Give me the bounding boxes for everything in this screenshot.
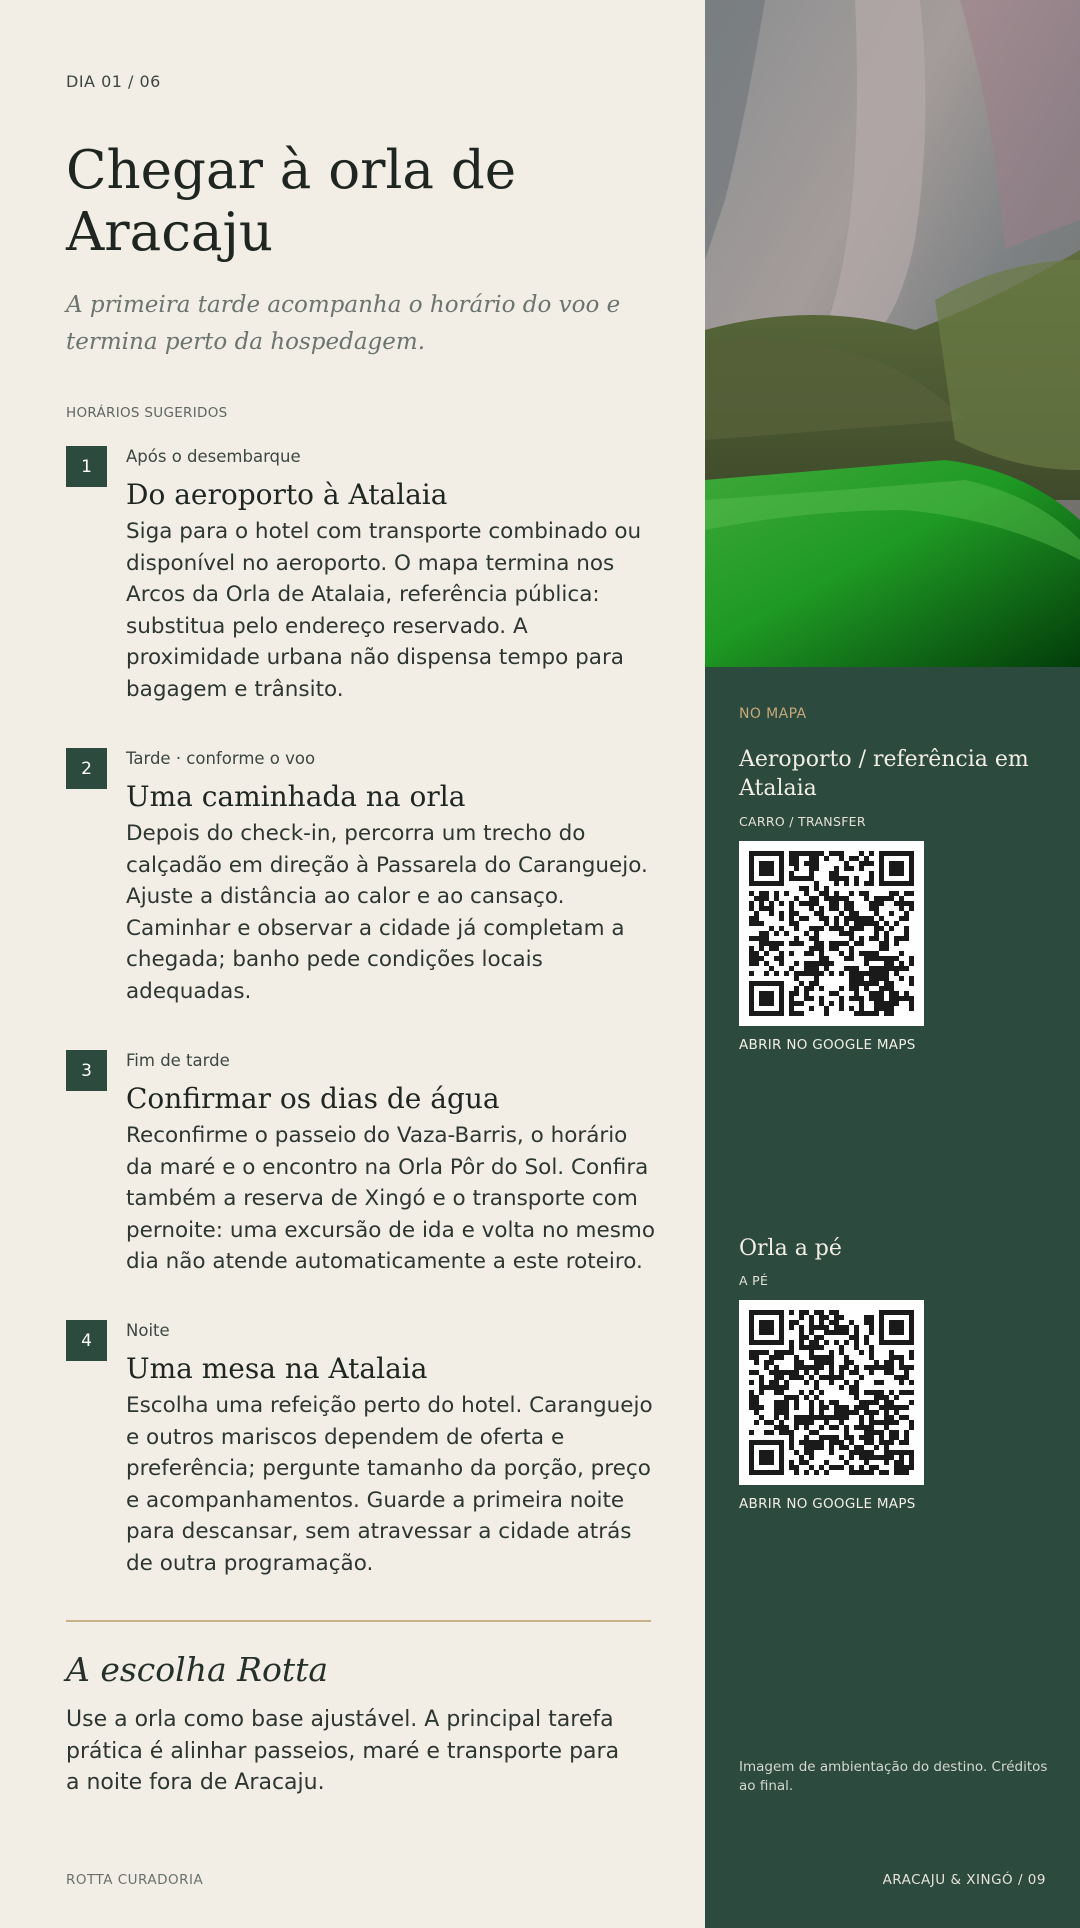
step-number-badge: 1	[66, 446, 107, 487]
location-title: Orla a pé	[739, 1236, 842, 1261]
map-section-label: NO MAPA	[739, 706, 807, 722]
footer-brand: ROTTA CURADORIA	[66, 1872, 204, 1888]
step-title: Do aeroporto à Atalaia	[126, 478, 448, 511]
qr-code-icon[interactable]	[739, 841, 924, 1026]
step-content	[126, 446, 656, 705]
step-title: Confirmar os dias de água	[126, 1082, 500, 1115]
step-time: Fim de tarde	[126, 1051, 230, 1070]
schedule-label: HORÁRIOS SUGERIDOS	[66, 405, 228, 421]
step-number-badge: 4	[66, 1320, 107, 1361]
travel-mode: CARRO / TRANSFER	[739, 814, 866, 829]
section-divider	[66, 1620, 651, 1622]
step-title: Uma caminhada na orla	[126, 780, 466, 813]
open-google-maps-link[interactable]: ABRIR NO GOOGLE MAPS	[739, 1037, 916, 1053]
day-indicator: DIA 01 / 06	[66, 72, 161, 91]
step-description: Depois do check-in, percorra um trecho do calçadão em direção à Passarela do Caranguejo. Ajuste a distância ao calor e ao cansaço. Caminhar e observar a cidade já completam a chegada; banho pede condições locais adequadas.	[126, 821, 648, 1004]
step-description: Siga para o hotel com transporte combinado ou disponível no aeroporto. O mapa termina nos Arcos da Orla de Atalaia, referência pública: substitua pelo endereço reservado. A proximidade urbana não dispensa tempo para bagagem e trânsito.	[126, 519, 642, 702]
step-description: Escolha uma refeição perto do hotel. Caranguejo e outros mariscos dependem de oferta e preferência; pergunte tamanho da porção, preço e acompanhamentos. Guarde a primeira noite para descansar, sem atravessar a cidade atrás de outra programação.	[126, 1393, 653, 1576]
qr-code-icon[interactable]	[739, 1300, 924, 1485]
step-time: Noite	[126, 1321, 170, 1340]
destination-photo	[705, 0, 1080, 667]
page-subtitle: A primeira tarde acompanha o horário do voo e termina perto da hospedagem.	[66, 292, 621, 355]
step-content	[126, 748, 656, 1007]
map-sidebar	[705, 0, 1080, 1928]
step-title: Uma mesa na Atalaia	[126, 1352, 428, 1385]
step-number-badge: 2	[66, 748, 107, 789]
choice-text: Use a orla como base ajustável. A principal tarefa prática é alinhar passeios, maré e transporte para a noite fora de Aracaju.	[66, 1707, 620, 1795]
step-number-badge: 3	[66, 1050, 107, 1091]
open-google-maps-link[interactable]: ABRIR NO GOOGLE MAPS	[739, 1496, 916, 1512]
step-description: Reconfirme o passeio do Vaza-Barris, o horário da maré e o encontro na Orla Pôr do Sol. Confira também a reserva de Xingó e o transporte com pernoite: uma excursão de ida e volta no mesmo dia não atende automaticamente a este roteiro.	[126, 1123, 656, 1274]
step-content	[126, 1320, 656, 1579]
image-credit: Imagem de ambientação do destino. Créditos ao final.	[739, 1759, 1048, 1794]
page-title: Chegar à orla de Aracaju	[66, 140, 517, 263]
step-time: Após o desembarque	[126, 447, 301, 466]
choice-heading: A escolha Rotta	[66, 1650, 329, 1689]
travel-mode: A PÉ	[739, 1273, 769, 1288]
step-time: Tarde · conforme o voo	[126, 749, 316, 768]
step-content	[126, 1050, 656, 1278]
location-title: Aeroporto / referência em Atalaia	[739, 747, 1029, 801]
footer-page-info: ARACAJU & XINGÓ / 09	[882, 1872, 1046, 1888]
